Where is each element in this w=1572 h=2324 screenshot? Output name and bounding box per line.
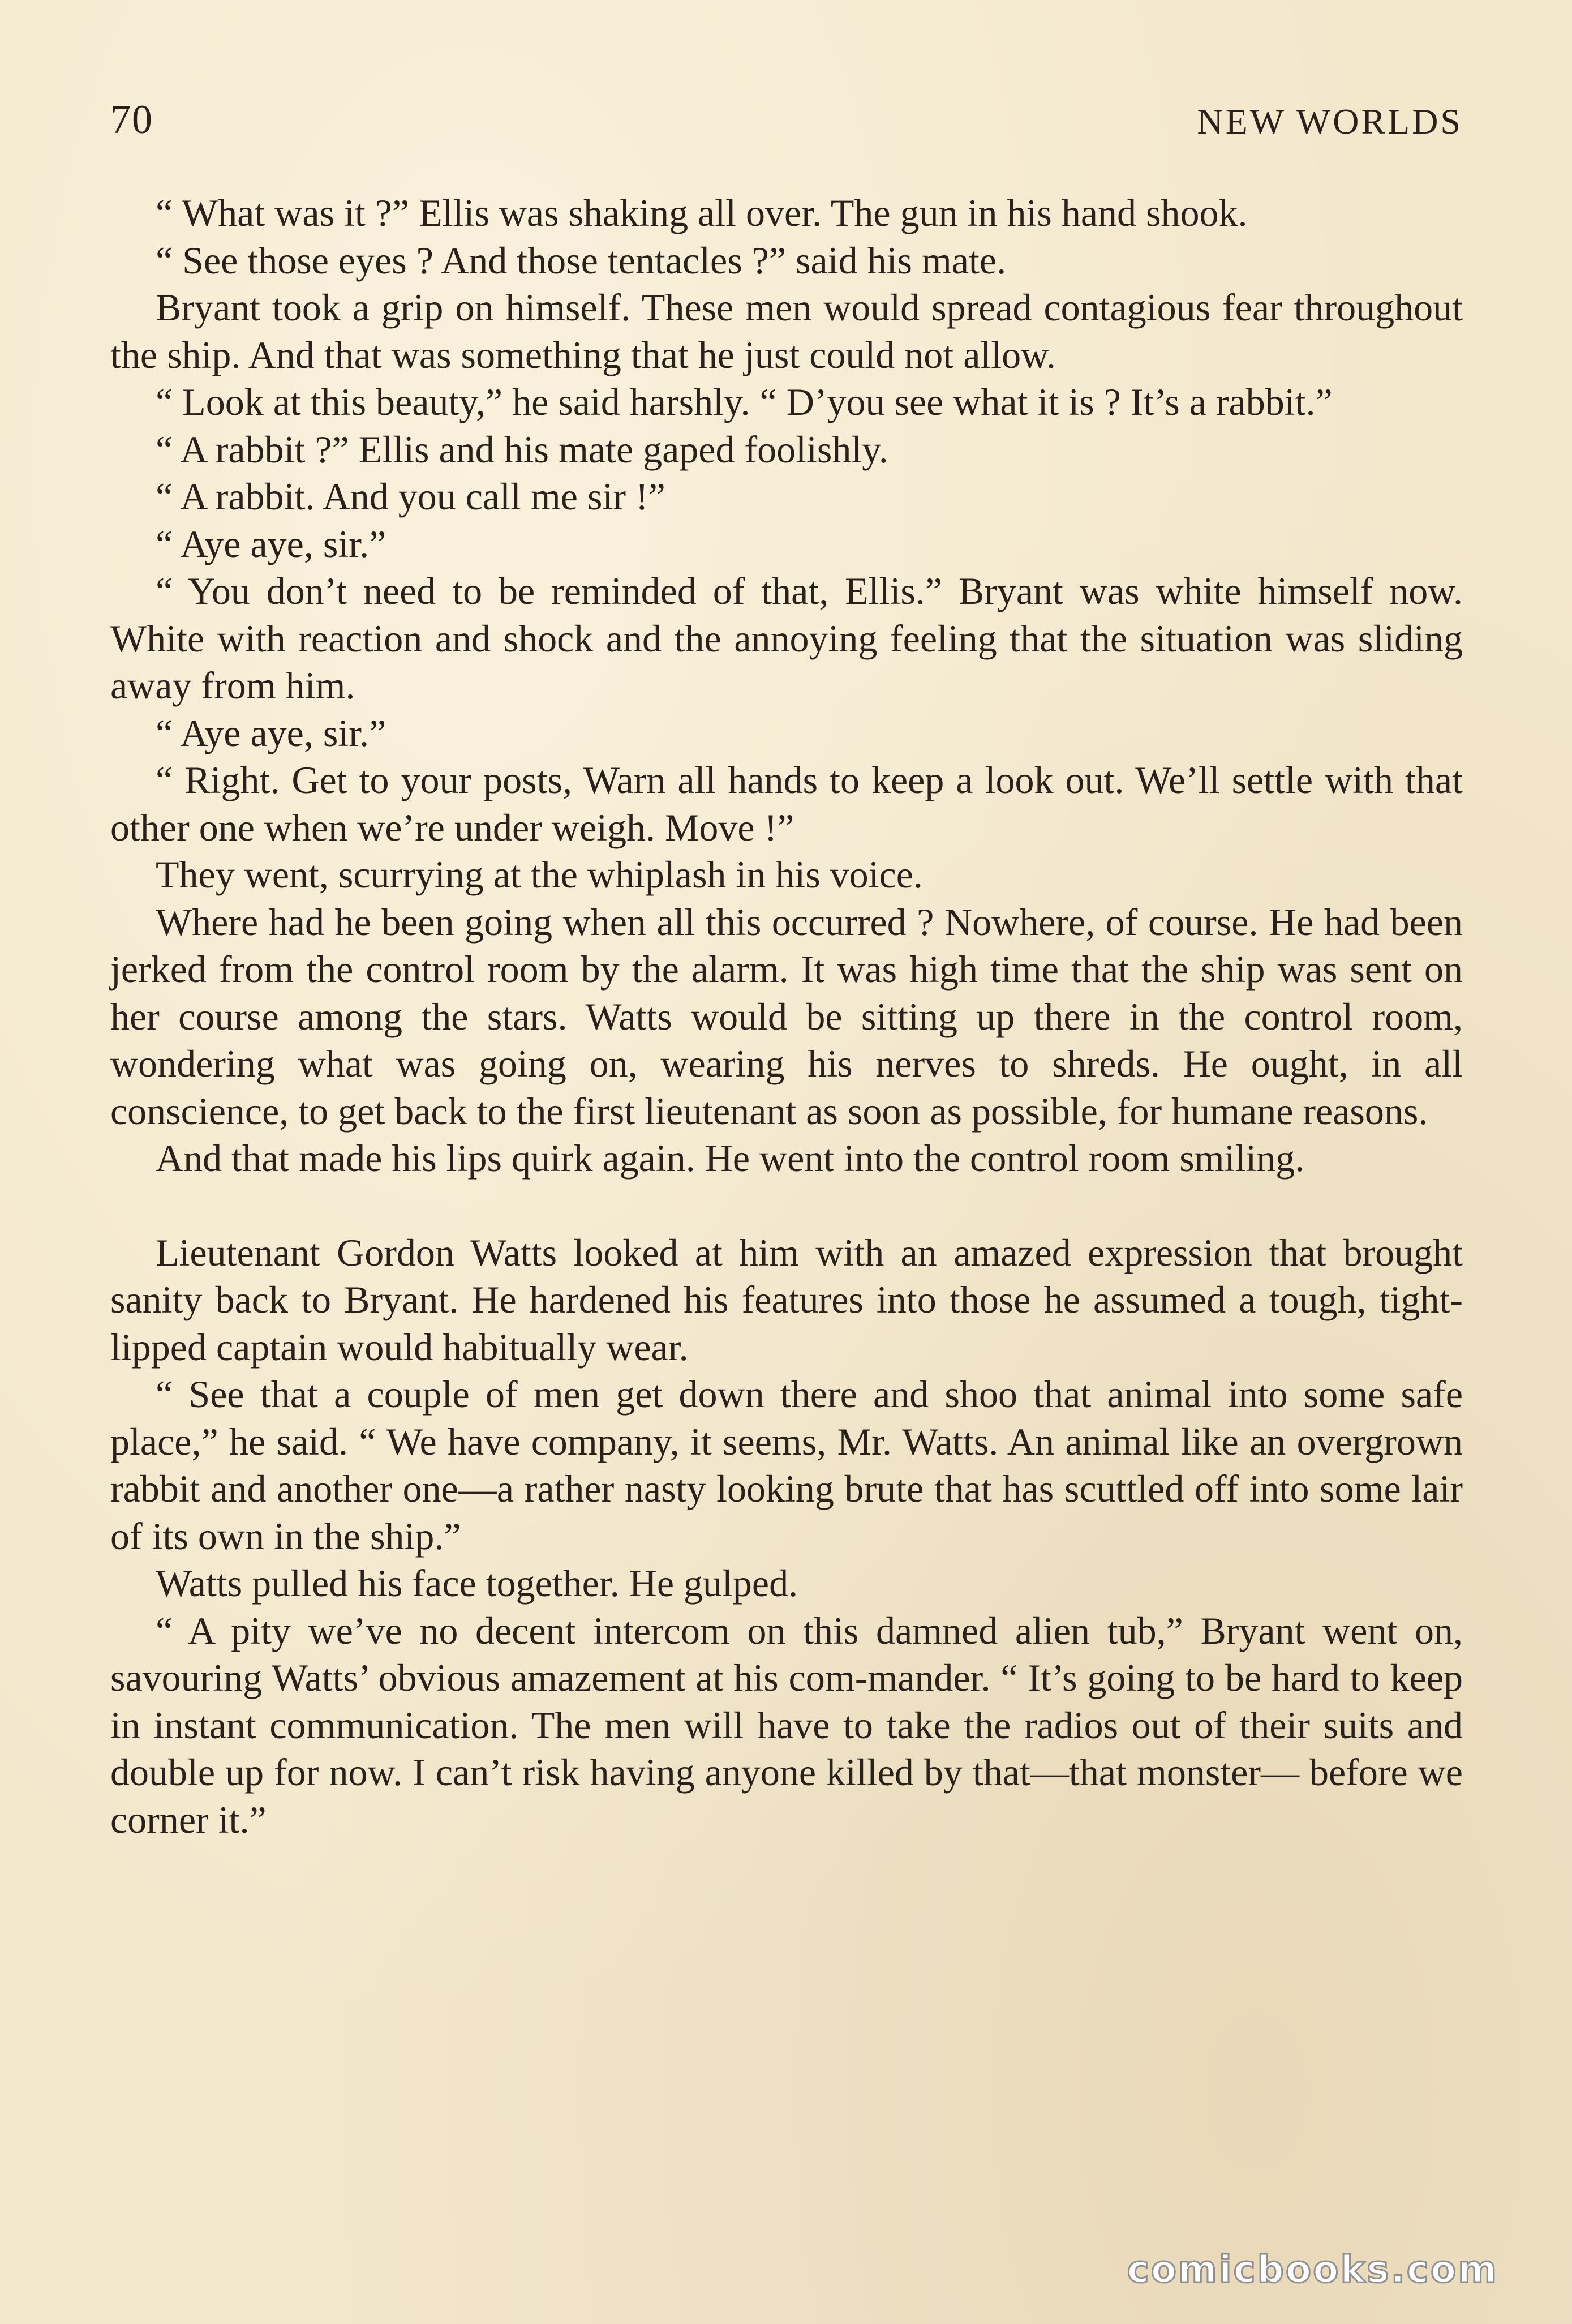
paragraph: “ See those eyes ? And those tentacles ?” said his mate. — [156, 238, 1007, 282]
paragraph: “ See that a couple of men get down there and shoo that animal into some safe place,” he said. “ We have company, it seems, Mr. Watts. An animal like an overgrown rabbit and another one—a rather nasty looking brute that has scuttled off into some lair of its own in the ship.” — [110, 1373, 1463, 1558]
running-head: NEW WORLDS — [1197, 101, 1463, 142]
paragraph: “ What was it ?” Ellis was shaking all over. The gun in his hand shook. — [156, 191, 1248, 234]
paragraph: “ A rabbit. And you call me sir !” — [156, 475, 665, 518]
paragraph: “ Look at this beauty,” he said harshly. “ D’you see what it is ? It’s a rabbit.” — [156, 380, 1333, 423]
paragraph: “ A rabbit ?” Ellis and his mate gaped foolishly. — [156, 427, 888, 471]
paragraph: “ Right. Get to your posts, Warn all hands to keep a look out. We’ll settle with that other one when we’re under weigh. Move !” — [110, 758, 1463, 849]
paragraph: “ A pity we’ve no decent intercom on this damned alien tub,” Bryant went on, savouring Watts’ obvious amazement at his com-mander. “ It’s going to be hard to keep in instant communication. The men will have to take the radios out of their suits and double up for now. I can’t risk having anyone killed by that—that monster— before we corner it.” — [110, 1609, 1463, 1841]
paragraph: Lieutenant Gordon Watts looked at him with an amazed expression that brought sanity back to Bryant. He hardened his features into those he assumed a tough, tight-lipped captain would habitually wear. — [110, 1230, 1463, 1369]
paragraph: They went, scurrying at the whiplash in his voice. — [156, 853, 923, 896]
paragraph: Bryant took a grip on himself. These men would spread contagious fear throughout the ship. And that was something that he just could not allow. — [110, 286, 1463, 376]
paragraph: And that made his lips quirk again. He went into the control room smiling. — [156, 1137, 1305, 1180]
paragraph: “ Aye aye, sir.” — [156, 711, 386, 754]
watermark-logo: comicbooks.com — [1127, 2248, 1498, 2291]
page-number: 70 — [110, 97, 153, 142]
page-header — [110, 96, 1463, 158]
paragraph: “ Aye aye, sir.” — [156, 522, 386, 565]
section-break — [110, 1182, 1463, 1229]
paragraph: Watts pulled his face together. He gulped. — [156, 1562, 798, 1605]
paragraph: “ You don’t need to be reminded of that, Ellis.” Bryant was white himself now. White with reaction and shock and the annoying feeling that the situation was sliding away from him. — [110, 569, 1463, 707]
paragraph: Where had he been going when all this occurred ? Nowhere, of course. He had been jerked from the control room by the alarm. It was high time that the ship was sent on her course among the stars. Watts would be sitting up there in the control room, wondering what was going on, wearing his nerves to shreds. He ought, in all conscience, to get back to the first lieutenant as soon as possible, for humane reasons. — [110, 900, 1463, 1133]
body-text — [110, 190, 1463, 1843]
